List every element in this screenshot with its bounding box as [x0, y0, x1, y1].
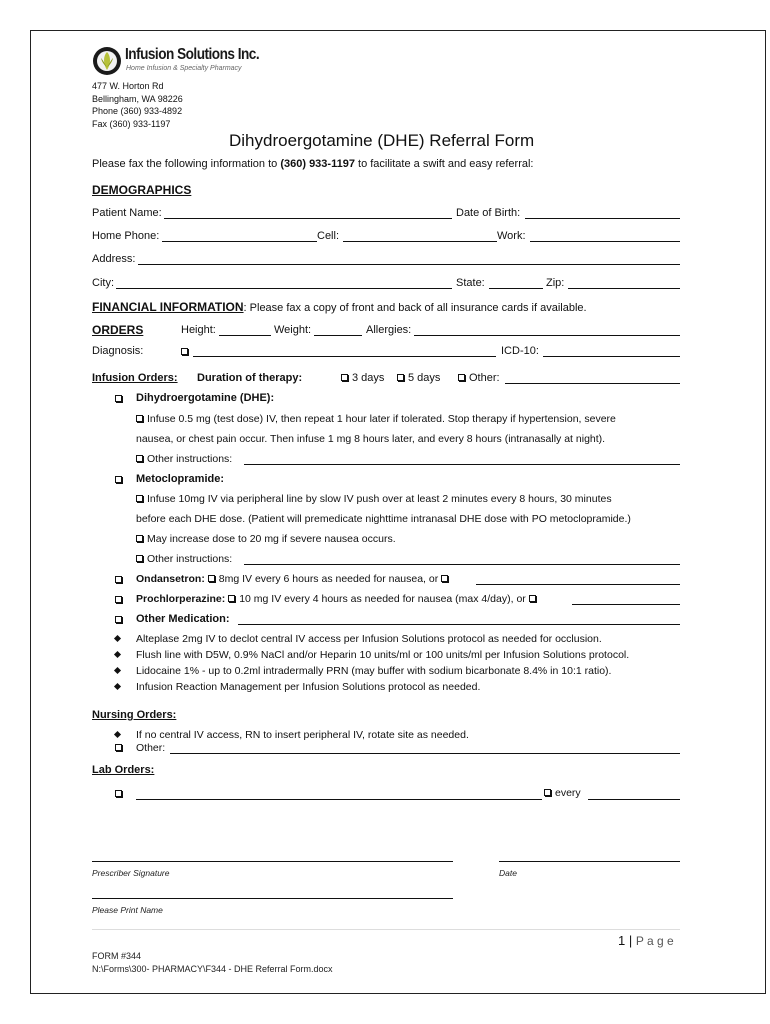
intro-post: to facilitate a swift and easy referral: [354, 158, 534, 170]
checkbox-icon [136, 495, 143, 502]
nursing-item [115, 729, 469, 741]
meto-instruction-1-text: Infuse 10mg IV via peripheral line by slow IV push over at least 2 minutes every 8 hours, 30 minutes [147, 493, 612, 505]
ond-row [136, 573, 452, 585]
diamond-bullet-icon [114, 731, 121, 738]
checkbox-icon [115, 395, 122, 402]
zip-field[interactable] [568, 288, 680, 289]
dhe-instruction-1[interactable] [136, 413, 616, 425]
home-phone-label: Home Phone: [92, 230, 160, 242]
nursing-orders-heading: Nursing Orders: [92, 709, 177, 721]
dhe-other-instructions-field[interactable] [244, 464, 680, 465]
page-label: P a g e [635, 934, 674, 948]
meto-instruction-3[interactable] [136, 533, 396, 545]
checkbox-icon [136, 535, 143, 542]
footer-divider [92, 929, 680, 930]
financial-heading: FINANCIAL INFORMATION [92, 300, 244, 314]
dob-label: Date of Birth: [456, 207, 521, 219]
protocol-bullet-1 [115, 633, 602, 645]
checkbox-icon [458, 374, 465, 381]
pro-row [136, 593, 540, 605]
pro-text: 10 mg IV every 4 hours as needed for nausea (max 4/day), or [239, 593, 526, 605]
protocol-bullet-text: Lidocaine 1% - up to 0.2ml intradermally PRN (may buffer with sodium bicarbonate 8.4% in 10:1 ratio). [136, 665, 612, 677]
ond-title: Ondansetron: [136, 573, 205, 585]
protocol-bullet-2 [115, 649, 629, 661]
checkbox-icon [136, 555, 143, 562]
diamond-bullet-icon [114, 651, 121, 658]
ond-text: 8mg IV every 6 hours as needed for nausea, or [218, 573, 439, 585]
ond-other-field[interactable] [476, 584, 680, 585]
icd-field[interactable] [543, 356, 680, 357]
nursing-other-field[interactable] [170, 753, 680, 754]
diagnosis-label: Diagnosis: [92, 345, 144, 357]
prescriber-signature-label: Prescriber Signature [92, 868, 170, 878]
checkbox-icon [115, 476, 122, 483]
financial-text: : Please fax a copy of front and back of all insurance cards if available. [243, 302, 587, 314]
duration-other[interactable] [458, 372, 500, 384]
cell-field[interactable] [343, 241, 497, 242]
protocol-bullet-4 [115, 681, 480, 693]
patient-name-label: Patient Name: [92, 207, 162, 219]
dhe-other-instructions[interactable] [136, 453, 232, 465]
date-field[interactable] [499, 861, 680, 862]
duration-label: Duration of therapy: [197, 372, 303, 384]
intro-text [92, 158, 533, 170]
demographics-heading: DEMOGRAPHICS [92, 183, 192, 197]
other-med-field[interactable] [238, 624, 680, 625]
checkbox-icon [115, 744, 122, 751]
checkbox-icon [115, 616, 122, 623]
checkbox-icon [115, 576, 122, 583]
height-field[interactable] [219, 335, 271, 336]
meto-other-instructions-label: Other instructions: [147, 553, 233, 565]
height-label: Height: [181, 324, 216, 336]
company-tagline: Home Infusion & Specialty Pharmacy [126, 65, 242, 72]
diagnosis-field[interactable] [193, 356, 496, 357]
diamond-bullet-icon [114, 635, 121, 642]
dhe-checkbox[interactable] [115, 393, 126, 405]
meto-other-instructions[interactable] [136, 553, 232, 565]
checkbox-icon [397, 374, 404, 381]
checkbox-icon[interactable] [441, 575, 448, 582]
address-fax: Fax (360) 933-1197 [92, 118, 171, 129]
dob-field[interactable] [525, 218, 680, 219]
icd-label: ICD-10: [501, 345, 539, 357]
protocol-bullet-3 [115, 665, 611, 677]
intro-fax-number: (360) 933-1197 [280, 158, 355, 170]
pro-other-field[interactable] [572, 604, 680, 605]
intro-pre: Please fax the following information to [92, 158, 281, 170]
state-field[interactable] [489, 288, 543, 289]
duration-5-days[interactable] [397, 372, 440, 384]
checkbox-icon[interactable] [208, 575, 215, 582]
protocol-bullet-text: Alteplase 2mg IV to declot central IV access per Infusion Solutions protocol as needed for occlusion. [136, 633, 602, 645]
print-name-label: Please Print Name [92, 905, 163, 915]
protocol-bullet-text: Infusion Reaction Management per Infusion Solutions protocol as needed. [136, 681, 481, 693]
meto-other-instructions-field[interactable] [244, 564, 680, 565]
lab-checkbox[interactable] [115, 788, 126, 800]
work-field[interactable] [530, 241, 680, 242]
page-number-separator: | [628, 933, 633, 948]
diamond-bullet-icon [114, 683, 121, 690]
checkbox-icon [341, 374, 348, 381]
checkbox-icon [136, 415, 143, 422]
meto-instruction-2: before each DHE dose. (Patient will premedicate nighttime intranasal DHE dose with PO metoclopramide.) [136, 513, 631, 525]
ond-checkbox[interactable] [115, 574, 126, 586]
address-city: Bellingham, WA 98226 [92, 93, 183, 104]
duration-5-days-label: 5 days [408, 372, 441, 384]
logo-emblem-icon [92, 44, 122, 78]
prescriber-signature-field[interactable] [92, 861, 453, 862]
protocol-bullet-text: Flush line with D5W, 0.9% NaCl and/or Heparin 10 units/ml or 100 units/ml per Infusion Solutions protocol. [136, 649, 630, 661]
lab-every[interactable] [544, 787, 581, 799]
allergies-field[interactable] [414, 335, 680, 336]
lab-every-label: every [555, 787, 581, 799]
file-path: N:\Forms\300- PHARMACY\F344 - DHE Referral Form.docx [92, 964, 333, 974]
page-border [30, 30, 766, 994]
meto-title: Metoclopramide: [136, 473, 225, 485]
checkbox-icon [115, 790, 122, 797]
address-phone: Phone (360) 933-4892 [92, 106, 183, 116]
dhe-title: Dihydroergotamine (DHE): [136, 392, 275, 404]
pro-title: Prochlorperazine: [136, 593, 226, 605]
checkbox-icon [115, 596, 122, 603]
checkbox-icon[interactable] [529, 595, 536, 602]
orders-heading: ORDERS [92, 323, 144, 337]
nursing-other-label: Other: [136, 742, 166, 754]
lab-order-field[interactable] [136, 799, 542, 800]
diagnosis-checkbox[interactable] [181, 346, 192, 358]
print-name-field[interactable] [92, 898, 453, 899]
other-med-title: Other Medication: [136, 613, 230, 625]
lab-every-field[interactable] [588, 799, 680, 800]
address-label: Address: [92, 253, 136, 265]
diamond-bullet-icon [114, 667, 121, 674]
date-label: Date [499, 868, 517, 878]
cell-label: Cell: [317, 230, 340, 242]
company-name: Infusion Solutions Inc. [125, 46, 260, 63]
page-number [618, 933, 674, 948]
meto-checkbox[interactable] [115, 474, 126, 486]
duration-3-days-label: 3 days [352, 372, 385, 384]
checkbox-icon [181, 348, 188, 355]
address-street: 477 W. Horton Rd [92, 81, 164, 91]
lab-orders-heading: Lab Orders: [92, 764, 155, 776]
company-address [92, 80, 183, 130]
other-med-checkbox[interactable] [115, 614, 126, 626]
nursing-item-text: If no central IV access, RN to insert peripheral IV, rotate site as needed. [136, 729, 469, 741]
patient-name-field[interactable] [164, 218, 452, 219]
page-number-value: 1 [618, 933, 626, 948]
footer [92, 950, 333, 976]
weight-field[interactable] [314, 335, 362, 336]
allergies-label: Allergies: [366, 324, 412, 336]
work-label: Work: [497, 230, 526, 242]
form-title: Dihydroergotamine (DHE) Referral Form [229, 131, 535, 150]
duration-other-label: Other: [469, 372, 500, 384]
duration-other-field[interactable] [505, 383, 680, 384]
checkbox-icon[interactable] [228, 595, 235, 602]
address-field[interactable] [138, 264, 680, 265]
checkbox-icon [544, 789, 551, 796]
meto-instruction-3-text: May increase dose to 20 mg if severe nausea occurs. [147, 533, 396, 545]
dhe-instruction-1-text: Infuse 0.5 mg (test dose) IV, then repeat 1 hour later if tolerated. Stop therapy if hypertension, severe [147, 413, 616, 425]
infusion-orders-heading: Infusion Orders: [92, 372, 178, 384]
dhe-instruction-2: nausea, or chest pain occur. Then infuse 1 mg 8 hours later, and every 8 hours (intranasally at night). [136, 433, 606, 445]
financial-info [92, 300, 587, 314]
home-phone-field[interactable] [162, 241, 317, 242]
state-label: State: [456, 277, 485, 289]
form-number: FORM #344 [92, 951, 142, 961]
duration-3-days[interactable] [341, 372, 384, 384]
city-label: City: [92, 277, 114, 289]
city-field[interactable] [116, 288, 452, 289]
nursing-other[interactable] [115, 742, 165, 754]
zip-label: Zip: [546, 277, 565, 289]
weight-label: Weight: [274, 324, 312, 336]
checkbox-icon [136, 455, 143, 462]
meto-instruction-1[interactable] [136, 493, 612, 505]
dhe-other-instructions-label: Other instructions: [147, 453, 233, 465]
pro-checkbox[interactable] [115, 594, 126, 606]
